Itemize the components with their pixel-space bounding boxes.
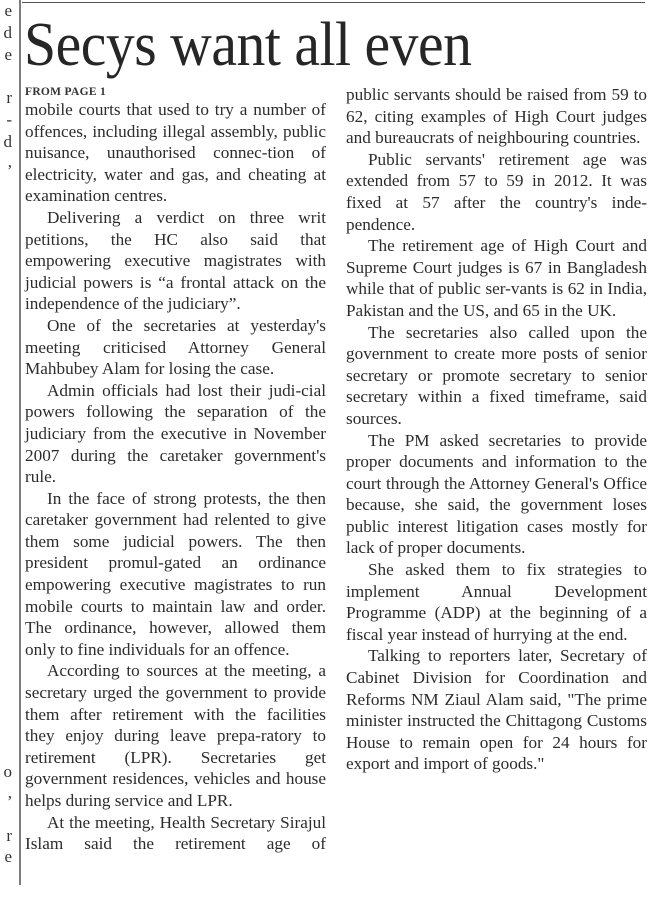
paragraph: public servants should be raised from 59 to 62, citing examples of High Court judges and bureaucrats of neighbouring countries.	[346, 85, 647, 148]
fragment-char: r	[6, 826, 12, 845]
fragment-char: ,	[7, 783, 12, 802]
fragment-char: e	[4, 847, 12, 866]
article-column-left	[25, 84, 326, 855]
article-column-right	[346, 84, 647, 775]
paragraph: In the face of strong protests, the then caretaker government had relented to give them some judicial powers. The then president promul-gated an ordinance empowering executive magistrates to run mobile courts to maintain law and order. The ordinance, however, allowed them only to fine individuals for an offence.	[25, 488, 326, 659]
paragraph: At the meeting, Health Secretary Sirajul Islam said the retirement age of	[25, 812, 326, 854]
paragraph: Public servants' retirement age was extended from 57 to 59 in 2012. It was fixed at 57 after the country's inde-pendence.	[346, 149, 647, 234]
paragraph: Delivering a verdict on three writ petitions, the HC also said that empowering executive magistrates with judicial powers is “a frontal attack on the independence of the judiciary”.	[25, 207, 326, 314]
fragment-char: -	[6, 110, 12, 129]
paragraph: Admin officials had lost their judi-cial powers following the separation of the judiciary from the executive in November 2007 during the caretaker government's rule.	[25, 380, 326, 487]
fragment-char: ,	[7, 152, 12, 171]
paragraph: One of the secretaries at yesterday's meeting criticised Attorney General Mahbubey Alam for losing the case.	[25, 315, 326, 379]
paragraph: According to sources at the meeting, a secretary urged the government to provide them after retirement with the facilities they enjoy during leave prepa-ratory to retirement (LPR). Secretaries get government residences, vehicles and house helps during service and LPR.	[25, 661, 326, 810]
top-rule	[22, 2, 645, 3]
paragraph: The retirement age of High Court and Supreme Court judges is 67 in Bangladesh while that of public ser-vants is 62 in India, Pakistan and the US, and 65 in the UK.	[346, 236, 647, 320]
column-divider	[19, 0, 21, 885]
paragraph: Talking to reporters later, Secretary of Cabinet Division for Coordination and Reforms NM Ziaul Alam said, "The prime minister instructed the Chittagong Customs House to remain open for 24 hours for export and import of goods."	[346, 646, 647, 774]
fragment-char: d	[3, 132, 12, 151]
fragment-char: d	[3, 23, 12, 42]
fragment-char: e	[4, 1, 12, 20]
adjacent-column-fragment	[0, 0, 14, 898]
headline: Secys want all even	[24, 11, 472, 79]
fragment-char: r	[6, 88, 12, 107]
paragraph: The secretaries also called upon the government to create more posts of senior secretary or promote secretary to senior secretary within a fixed timeframe, said sources.	[346, 322, 647, 428]
paragraph: The PM asked secretaries to provide proper documents and information to the court through the Attorney General's Office because, she said, the government loses public interest litigation cases mostly for lack of proper documents.	[346, 430, 647, 558]
paragraph: mobile courts that used to try a number of offences, including illegal assembly, public nuisance, unauthorised connec-tion of electricity, water and gas, and cheating at examination centres.	[25, 100, 326, 206]
fragment-char: e	[4, 45, 12, 64]
fragment-char: o	[3, 762, 12, 781]
continuation-kicker: FROM PAGE 1	[25, 86, 107, 98]
paragraph: She asked them to fix strategies to implement Annual Development Programme (ADP) at the beginning of a fiscal year instead of hurrying at the end.	[346, 560, 647, 644]
